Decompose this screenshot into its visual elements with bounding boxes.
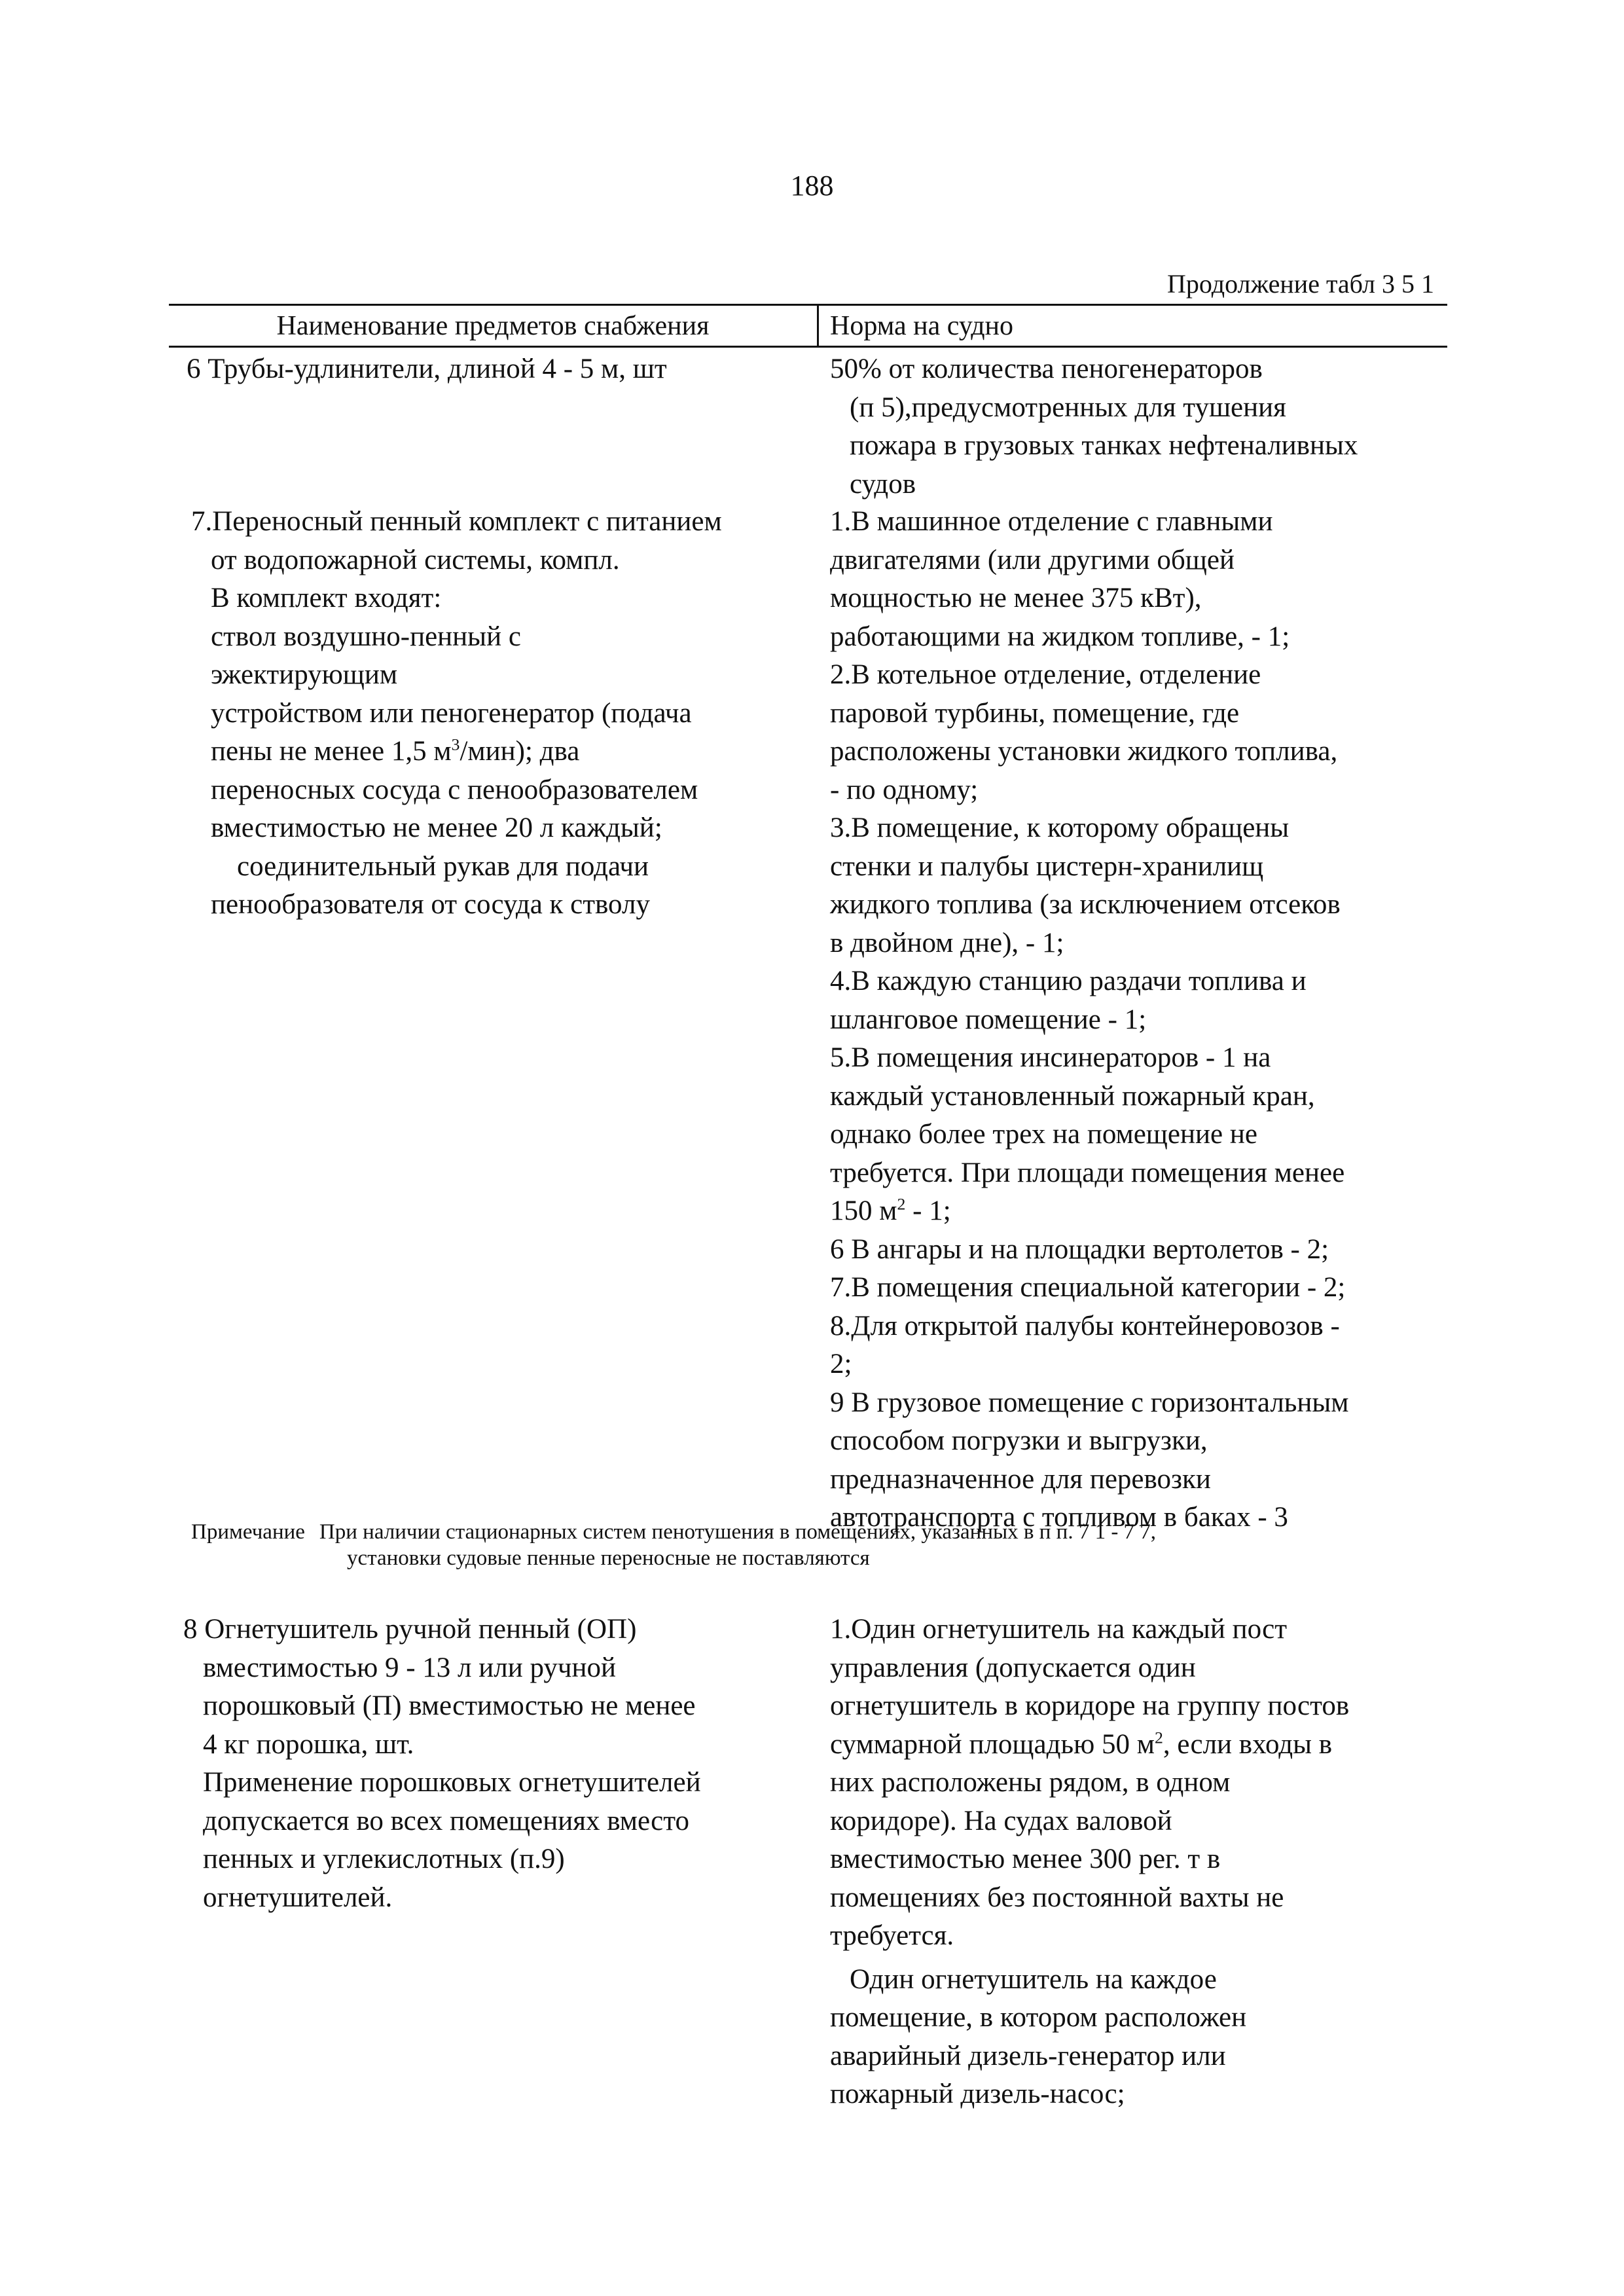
note-line-1: При наличии стационарных систем пенотушения в помещениях, указанных в п п. 7 1 - 7 7, [319, 1520, 1157, 1544]
header-norm: Норма на судно [830, 311, 1014, 341]
foam-rate-line: пены не менее 1,5 $м^3/мин$); два [211, 735, 580, 767]
table-continuation-label: Продолжение табл 3 5 1 [1167, 269, 1434, 299]
page-number: 188 [790, 170, 834, 202]
row7-item: 7.Переносный пенный комплект с питанием от водопожарной системы, компл. В комплект входят: ствол воздушно-пенный с эжектирующим устройством или пеногенератор (подача пены не менее 1,5 $м^3/мин$); два переносных сосуда с пенообразователем вместимостью не менее 20 л каждый; соединительный рукав для подачи пенообразователя от сосуда к стволу [191, 506, 722, 920]
area-150-line: 150 $м^2 - 1$; [830, 1194, 951, 1226]
row6-norm: 50% от количества пеногенераторов (п 5),предусмотренных для тушения пожара в грузовых танках нефтеналивных судов [830, 354, 1358, 500]
header-column-divider [817, 305, 819, 347]
note-label: Примечание [191, 1520, 305, 1544]
row8-norm: 1.Один огнетушитель на каждый пост управления (допускается один огнетушитель в коридоре на группу постов суммарной площадью 50 $м^2$, если входы в них расположены рядом, в одном коридоре). На судах валовой вместимостью менее 300 рег. т в помещениях без постоянной вахты не требуется. Один огнетушитель на каждое помещение, в котором расположен аварийный дизель-генератор или пожарный дизель-насос; [830, 1614, 1350, 2109]
row7-norm: 1.В машинное отделение с главными двигателями (или другими общей мощностью не менее 375 кВт), работающими на жидком топливе, - 1; 2.В котельное отделение, отделение паровой турбины, помещение, где расположены установки жидкого топлива, - по одному; 3.В помещение, к которому обращены стенки и палубы цистерн-хранилищ жидкого топлива (за исключением отсеков в двойном дне), - 1; 4.В каждую станцию раздачи топлива и шланговое помещение - 1; 5.В помещения инсинераторов - 1 на каждый установленный пожарный кран, однако более трех на помещение не требуется. При площади помещения менее 150 $м^2 - 1$; 6 В ангары и на площадки вертолетов - 2; 7.В помещения специальной категории - 2; 8.Для открытой палубы контейнеровозов - 2; 9 В грузовое помещение с горизонтальным способом погрузки и выгрузки, предназначенное для перевозки автотранспорта с топливом в баках - 3 [830, 506, 1349, 1533]
table-header-rule [169, 346, 1447, 348]
row6-item: 6 Трубы-удлинители, длиной 4 - 5 м, шт [187, 354, 667, 384]
note-line-2: установки судовые пенные переносные не поставляются [347, 1546, 870, 1570]
area-50-line: суммарной площадью 50 $м^2$, если входы в [830, 1728, 1333, 1760]
header-items: Наименование предметов снабжения [276, 311, 710, 341]
row8-item: 8 Огнетушитель ручной пенный (ОП) вместимостью 9 - 13 л или ручной порошковый (П) вместимостью не менее 4 кг порошка, шт. Применение порошковых огнетушителей допускается во всех помещениях вместо пенных и углекислотных (п.9) огнетушителей. [183, 1614, 701, 1913]
table-top-rule [169, 304, 1447, 306]
table-note [191, 1519, 1156, 1571]
